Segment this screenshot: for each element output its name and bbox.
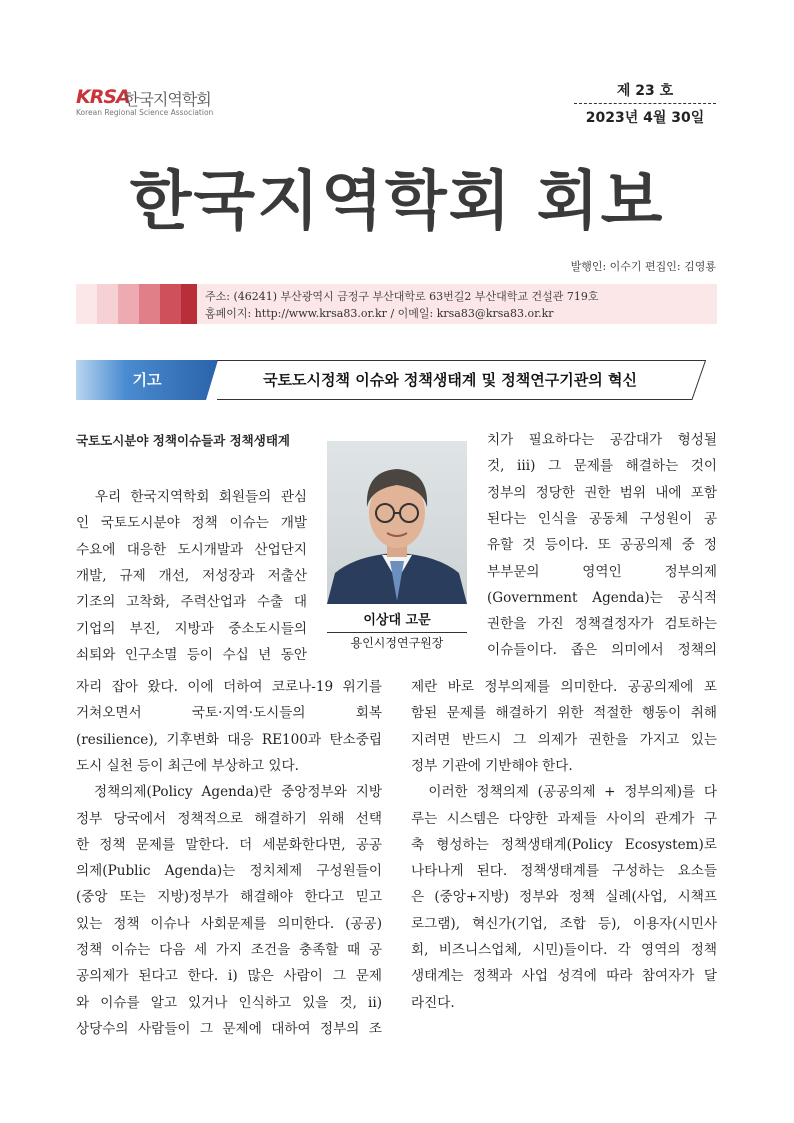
article-line: 상당수의 사람들이 그 문제에 대하여 정부의 조 — [76, 1020, 382, 1037]
article-line: 있는 정책 이슈나 사회문제를 의미한다. (공공) — [76, 915, 382, 932]
section-tab-label: 기고 — [132, 371, 162, 389]
article-line: 생태계는 정책과 사업 성격에 따라 참여자가 달 — [411, 968, 717, 985]
article-line: 회, 비즈니스업체, 시민)들이다. 각 영역의 정책 — [411, 942, 717, 958]
newsletter-title: 한국지역학회 회보 — [129, 165, 665, 239]
article-line: 거쳐오면서 국토·지역·도시들의 회복 — [76, 705, 382, 722]
article-line: 도시 실천 등이 최근에 부상하고 있다. — [76, 757, 299, 774]
address-text — [205, 288, 599, 322]
section-tab — [76, 360, 218, 400]
issue-info — [574, 80, 716, 127]
article-line: 된다는 인식을 공동체 구성원이 공 — [487, 510, 717, 527]
article-line: 루는 시스템은 다양한 과제들 사이의 관계가 구 — [411, 810, 717, 827]
band-swatch — [160, 284, 181, 324]
article-line: 유할 것 등이다. 또 공공의제 중 정 — [487, 537, 717, 554]
article-line: 지려면 반드시 그 의제가 권한을 가지고 있는 — [411, 731, 717, 748]
publisher-line: 발행인: 이수기 편집인: 김영룡 — [570, 260, 716, 273]
band-swatch — [181, 284, 197, 324]
article-line: 로그램), 혁신가(기업, 조합 등), 이용자(시민사 — [411, 915, 717, 932]
article-line: 정부 당국에서 정책적으로 해결하기 위해 선택 — [76, 810, 382, 827]
author-name: 이상대 고문 — [327, 609, 467, 633]
address-line: 주소: (46241) 부산광역시 금정구 부산대학로 63번길2 부산대학교 건설관 719호 — [205, 290, 599, 303]
logo-subtitle: Korean Regional Science Association — [76, 108, 214, 117]
article-line: 한 정책 문제를 말한다. 더 세분화한다면, 공공 — [76, 836, 382, 853]
article-line: 정부의 정당한 권한 범위 내에 포함 — [487, 484, 717, 501]
article-line: 축 형성하는 정책생태계(Policy Ecosystem)로 — [411, 836, 717, 853]
article-line: 이슈들이다. 좁은 의미에서 정책의 — [487, 642, 717, 659]
article-line: 자리 잡아 왔다. 이에 더하여 코로나-19 위기를 — [76, 679, 382, 695]
logo-mark: KRSA — [76, 86, 130, 108]
article-line: 수요에 대응한 도시개발과 산업단지 — [76, 541, 307, 558]
section-title-box — [216, 360, 706, 400]
article-line: 나타나게 된다. 정책생태계를 구성하는 요소들 — [411, 863, 717, 880]
article-line: 우리 한국지역학회 회원들의 관심 — [76, 489, 307, 505]
logo — [76, 86, 236, 122]
article-line: 치가 필요하다는 공감대가 형성될 — [487, 432, 717, 448]
author-affiliation: 용인시정연구원장 — [350, 636, 444, 650]
section-title: 국토도시정책 이슈와 정책생태계 및 정책연구기관의 혁신 — [263, 371, 637, 389]
article-line: 라진다. — [411, 994, 455, 1011]
author-photo — [327, 441, 467, 604]
homepage-line: 홈페이지: http://www.krsa83.or.kr / 이메일: krsa83@krsa83.or.kr — [205, 307, 554, 320]
article-line: 부부문의 영역인 정부의제 — [487, 563, 717, 580]
band-swatch — [139, 284, 160, 324]
band-swatch — [97, 284, 118, 324]
article-line: 이러한 정책의제 (공공의제 + 정부의제)를 다 — [411, 784, 717, 801]
article-line: (중앙 또는 지방)정부가 해결해야 한다고 믿고 — [76, 889, 382, 906]
band-swatch — [76, 284, 97, 324]
article-line: 기업의 부진, 지방과 중소도시들의 — [76, 620, 307, 637]
article-line: 정책의제(Policy Agenda)란 중앙정부와 지방 — [76, 784, 382, 801]
article-line: 정부 기관에 기반해야 한다. — [411, 757, 573, 774]
article-line: (Government Agenda)는 공식적 — [487, 589, 717, 606]
article-line: 와 이슈를 알고 있거나 인식하고 있을 것, ii) — [76, 994, 382, 1011]
issue-number: 제 23 호 — [574, 80, 716, 104]
article-line: 인 국토도시분야 정책 이슈는 개발 — [76, 515, 307, 532]
article-subheading: 국토도시분야 정책이슈들과 정책생태계 — [76, 433, 290, 448]
article-line: 은 (중앙+지방) 정부와 정책 실례(사업, 시책프 — [411, 889, 717, 906]
author-portrait — [327, 441, 467, 604]
article-line: 함된 문제를 해결하기 위한 적절한 행동이 취해 — [411, 705, 717, 722]
band-swatch — [118, 284, 139, 324]
address-band — [76, 284, 717, 324]
article-line: 제란 바로 정부의제를 의미한다. 공공의제에 포 — [411, 679, 717, 695]
article-line: 권한을 가진 정책결정자가 검토하는 — [487, 616, 717, 633]
issue-date: 2023년 4월 30일 — [585, 110, 705, 126]
article-line: (resilience), 기후변화 대응 RE100과 탄소중립 — [76, 731, 382, 748]
article-line: 의제(Public Agenda)는 정치체제 구성원들이 — [76, 863, 382, 880]
logo-name: 한국지역학회 — [124, 90, 211, 109]
article-line: 개발, 규제 개선, 저성장과 저출산 — [76, 567, 307, 584]
article-line: 쇠퇴와 인구소멸 등이 수십 년 동안 — [76, 646, 307, 663]
article-line: 기조의 고착화, 주력산업과 수출 대 — [76, 594, 307, 611]
article-line: 공의제가 된다고 한다. i) 많은 사람이 그 문제 — [76, 968, 382, 985]
article-line: 정책 이슈는 다음 세 가지 조건을 충족할 때 공 — [76, 942, 382, 958]
article-line: 것, iii) 그 문제를 해결하는 것이 — [487, 458, 717, 475]
